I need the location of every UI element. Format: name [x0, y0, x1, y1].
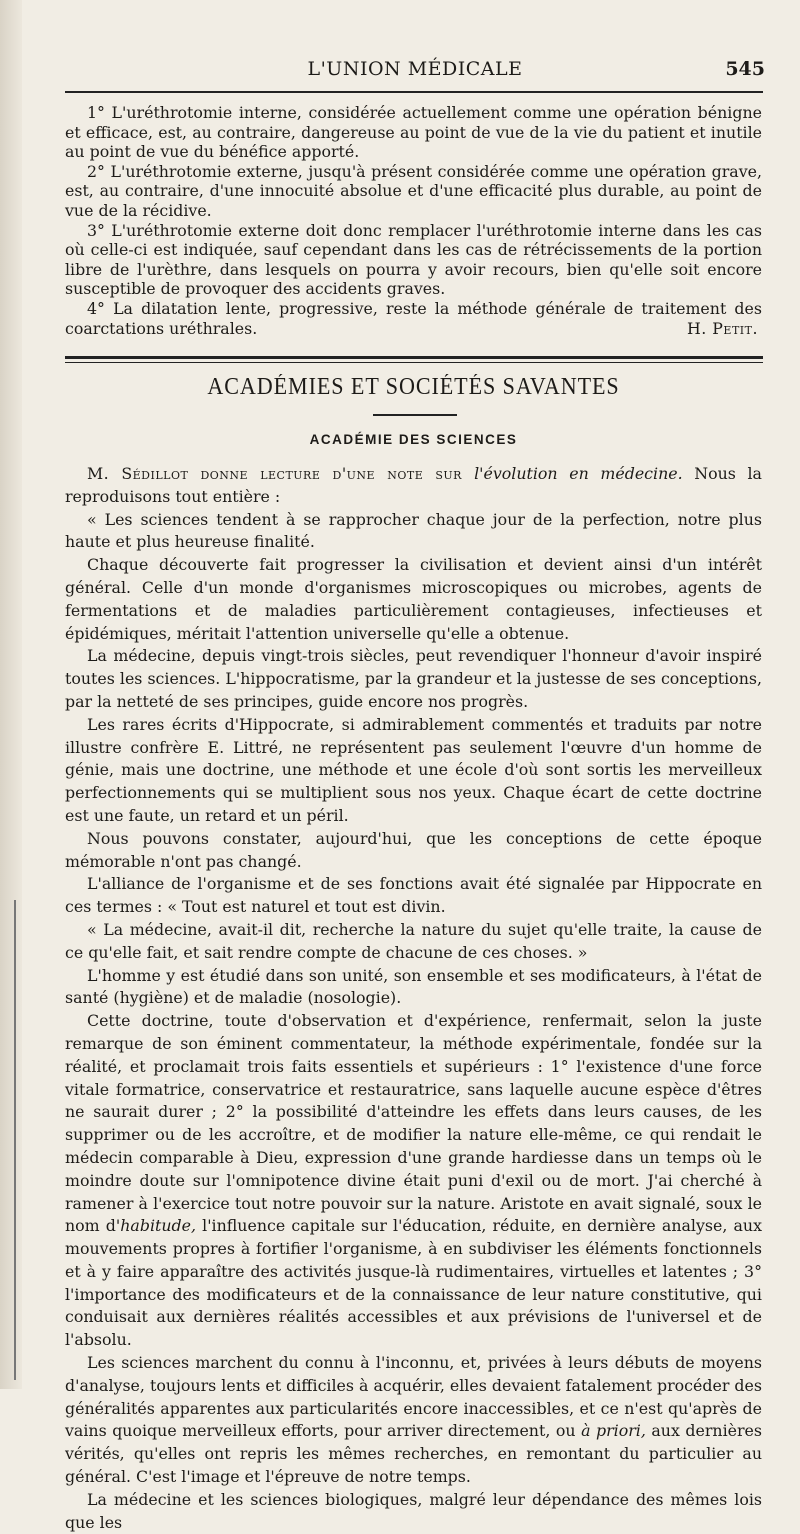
conclusions-block	[65, 103, 762, 338]
paragraph-8: L'homme y est étudié dans son unité, son ensemble et ses modificateurs, à l'état de santé (hygiène) et de maladie (nosologie).	[65, 965, 762, 1008]
section-title: ACADÉMIES ET SOCIÉTÉS SAVANTES	[207, 374, 620, 400]
title-underline	[373, 414, 457, 416]
paragraph-1: « Les sciences tendent à se rapprocher chaque jour de la perfection, notre plus haute et plus heureuse finalité.	[65, 509, 762, 552]
conclusion-4: 4° La dilatation lente, progressive, reste la méthode générale de traitement des coarctations uréthrales.	[65, 298, 762, 338]
journal-title: L'UNION MÉDICALE	[307, 58, 523, 80]
page-margin-line	[14, 900, 16, 1380]
paragraph-9-italic: habitude,	[120, 1216, 197, 1236]
paragraph-7: « La médecine, avait-il dit, recherche la nature du sujet qu'elle traite, la cause de ce qu'elle fait, et sait rendre compte de chacune de ces choses. »	[65, 919, 762, 962]
conclusion-1: 1° L'uréthrotomie interne, considérée actuellement comme une opération bénigne et efficace, est, au contraire, dangereuse au point de vue de la vie du patient et inutile au point de vue du bénéfice apporté.	[65, 103, 762, 162]
section-rule-thick	[65, 356, 763, 359]
paragraph-11: La médecine et les sciences biologiques, malgré leur dépendance des mêmes lois que les	[65, 1489, 762, 1532]
page-number: 545	[725, 58, 765, 80]
intro-tail: Nous la reproduisons tout entière :	[65, 464, 762, 506]
paragraph-4: Les rares écrits d'Hippocrate, si admirablement commentés et traduits par notre illustre confrère E. Littré, ne représentent pas seulement l'œuvre d'un homme de génie, mais une doctrine, une méthode et une école d'où sont sortis les merveilleux perfectionnements qui se multiplient sous nos yeux. Chaque écart de cette doctrine est une faute, un retard et un péril.	[65, 714, 762, 825]
paragraph-9-tail: l'influence capitale sur l'éducation, réduite, en dernière analyse, aux mouvements propres à fortifier l'organisme, à en subdiviser les éléments fonctionnels et à y faire apparaître des activités jusque-là rudimentaires, virtuelles et latentes ; 3° l'importance des modificateurs et de la connaissance de leur nature constitutive, qui conduisait aux dernières réalités accessibles et aux prévisions de l'universel et de l'absolu.	[65, 1216, 762, 1350]
section-rule-thin	[65, 362, 763, 363]
paragraph-10	[65, 1352, 762, 1489]
paragraph-10-text: Les sciences marchent du connu à l'inconnu, et, privées à leurs débuts de moyens d'analyse, toujours lents et difficiles à acquérir, elles devaient fatalement procéder des généralités apparentes aux particularités encore inaccessibles, et ce n'est qu'après de vains quoique merveilleux efforts, pour arriver directement, ou	[65, 1353, 762, 1441]
conclusion-2: 2° L'uréthrotomie externe, jusqu'à présent considérée comme une opération grave, est, au contraire, d'une innocuité absolue et d'une efficacité plus durable, au point de vue de la récidive.	[65, 161, 762, 220]
paragraph-10-tail: aux dernières vérités, qu'elles ont repris les mêmes recherches, en remontant du particulier au général. C'est l'image et l'épreuve de notre temps.	[65, 1421, 763, 1487]
article-body	[65, 463, 762, 1534]
intro-italic: l'évolution en médecine.	[474, 464, 683, 483]
header-rule	[65, 91, 763, 93]
paragraph-9	[65, 1010, 762, 1352]
author-signature: H. Petit.	[686, 318, 758, 338]
paragraph-9-text: Cette doctrine, toute d'observation et d'expérience, renfermait, selon la juste remarque de son éminent commentateur, la méthode expérimentale, fondée sur la réalité, et proclamait trois faits essentiels et supérieurs : 1° l'existence d'une force vitale formatrice, conservatrice et restauratrice, sans laquelle aucune espèce d'êtres ne saurait durer ; 2° la possibilité d'atteindre les effets dans leurs causes, de les supprimer ou de les accroître, et de modifier la nature elle-même, ce qui rendait le médecin comparable à Dieu, expression d'une grande hardiesse dans un temps où le moindre doute sur l'omnipotence divine était puni d'exil ou de mort. J'ai cherché à ramener à l'exercice tout notre pouvoir sur la nature. Aristote en avait signalé, soux le nom d'	[65, 1011, 762, 1236]
paragraph-10-italic: à priori,	[581, 1421, 646, 1441]
intro-paragraph	[65, 463, 762, 509]
intro-text: M. Sédillot donne lecture d'une note sur	[87, 464, 475, 483]
paragraph-6: L'alliance de l'organisme et de ses fonctions avait été signalée par Hippocrate en ces termes : « Tout est naturel et tout est divin.	[65, 874, 762, 917]
running-header	[65, 58, 765, 88]
page-spine-shadow	[0, 0, 22, 1389]
paragraph-3: La médecine, depuis vingt-trois siècles, peut revendiquer l'honneur d'avoir inspiré toutes les sciences. L'hippocratisme, par la grandeur et la justesse de ses conceptions, par la netteté de ses principes, guide encore nos progrès.	[65, 646, 762, 711]
paragraph-5: Nous pouvons constater, aujourd'hui, que les conceptions de cette époque mémorable n'ont pas changé.	[65, 828, 762, 871]
conclusion-3: 3° L'uréthrotomie externe doit donc remplacer l'uréthrotomie interne dans les cas où celle-ci est indiquée, sauf cependant dans les cas de rétrécissements de la portion libre de l'urèthre, dans lesquels on pourra y avoir recours, bien qu'elle soit encore susceptible de provoquer des accidents graves.	[65, 220, 762, 299]
subsection-title: ACADÉMIE DES SCIENCES	[309, 432, 518, 447]
paragraph-2: Chaque découverte fait progresser la civilisation et devient ainsi d'un intérêt général. Celle d'un monde d'organismes microscopiques ou microbes, agents de fermentations et de maladies particulièrement contagieuses, infectieuses et épidémiques, méritait l'attention universelle qu'elle a obtenue.	[65, 555, 762, 643]
